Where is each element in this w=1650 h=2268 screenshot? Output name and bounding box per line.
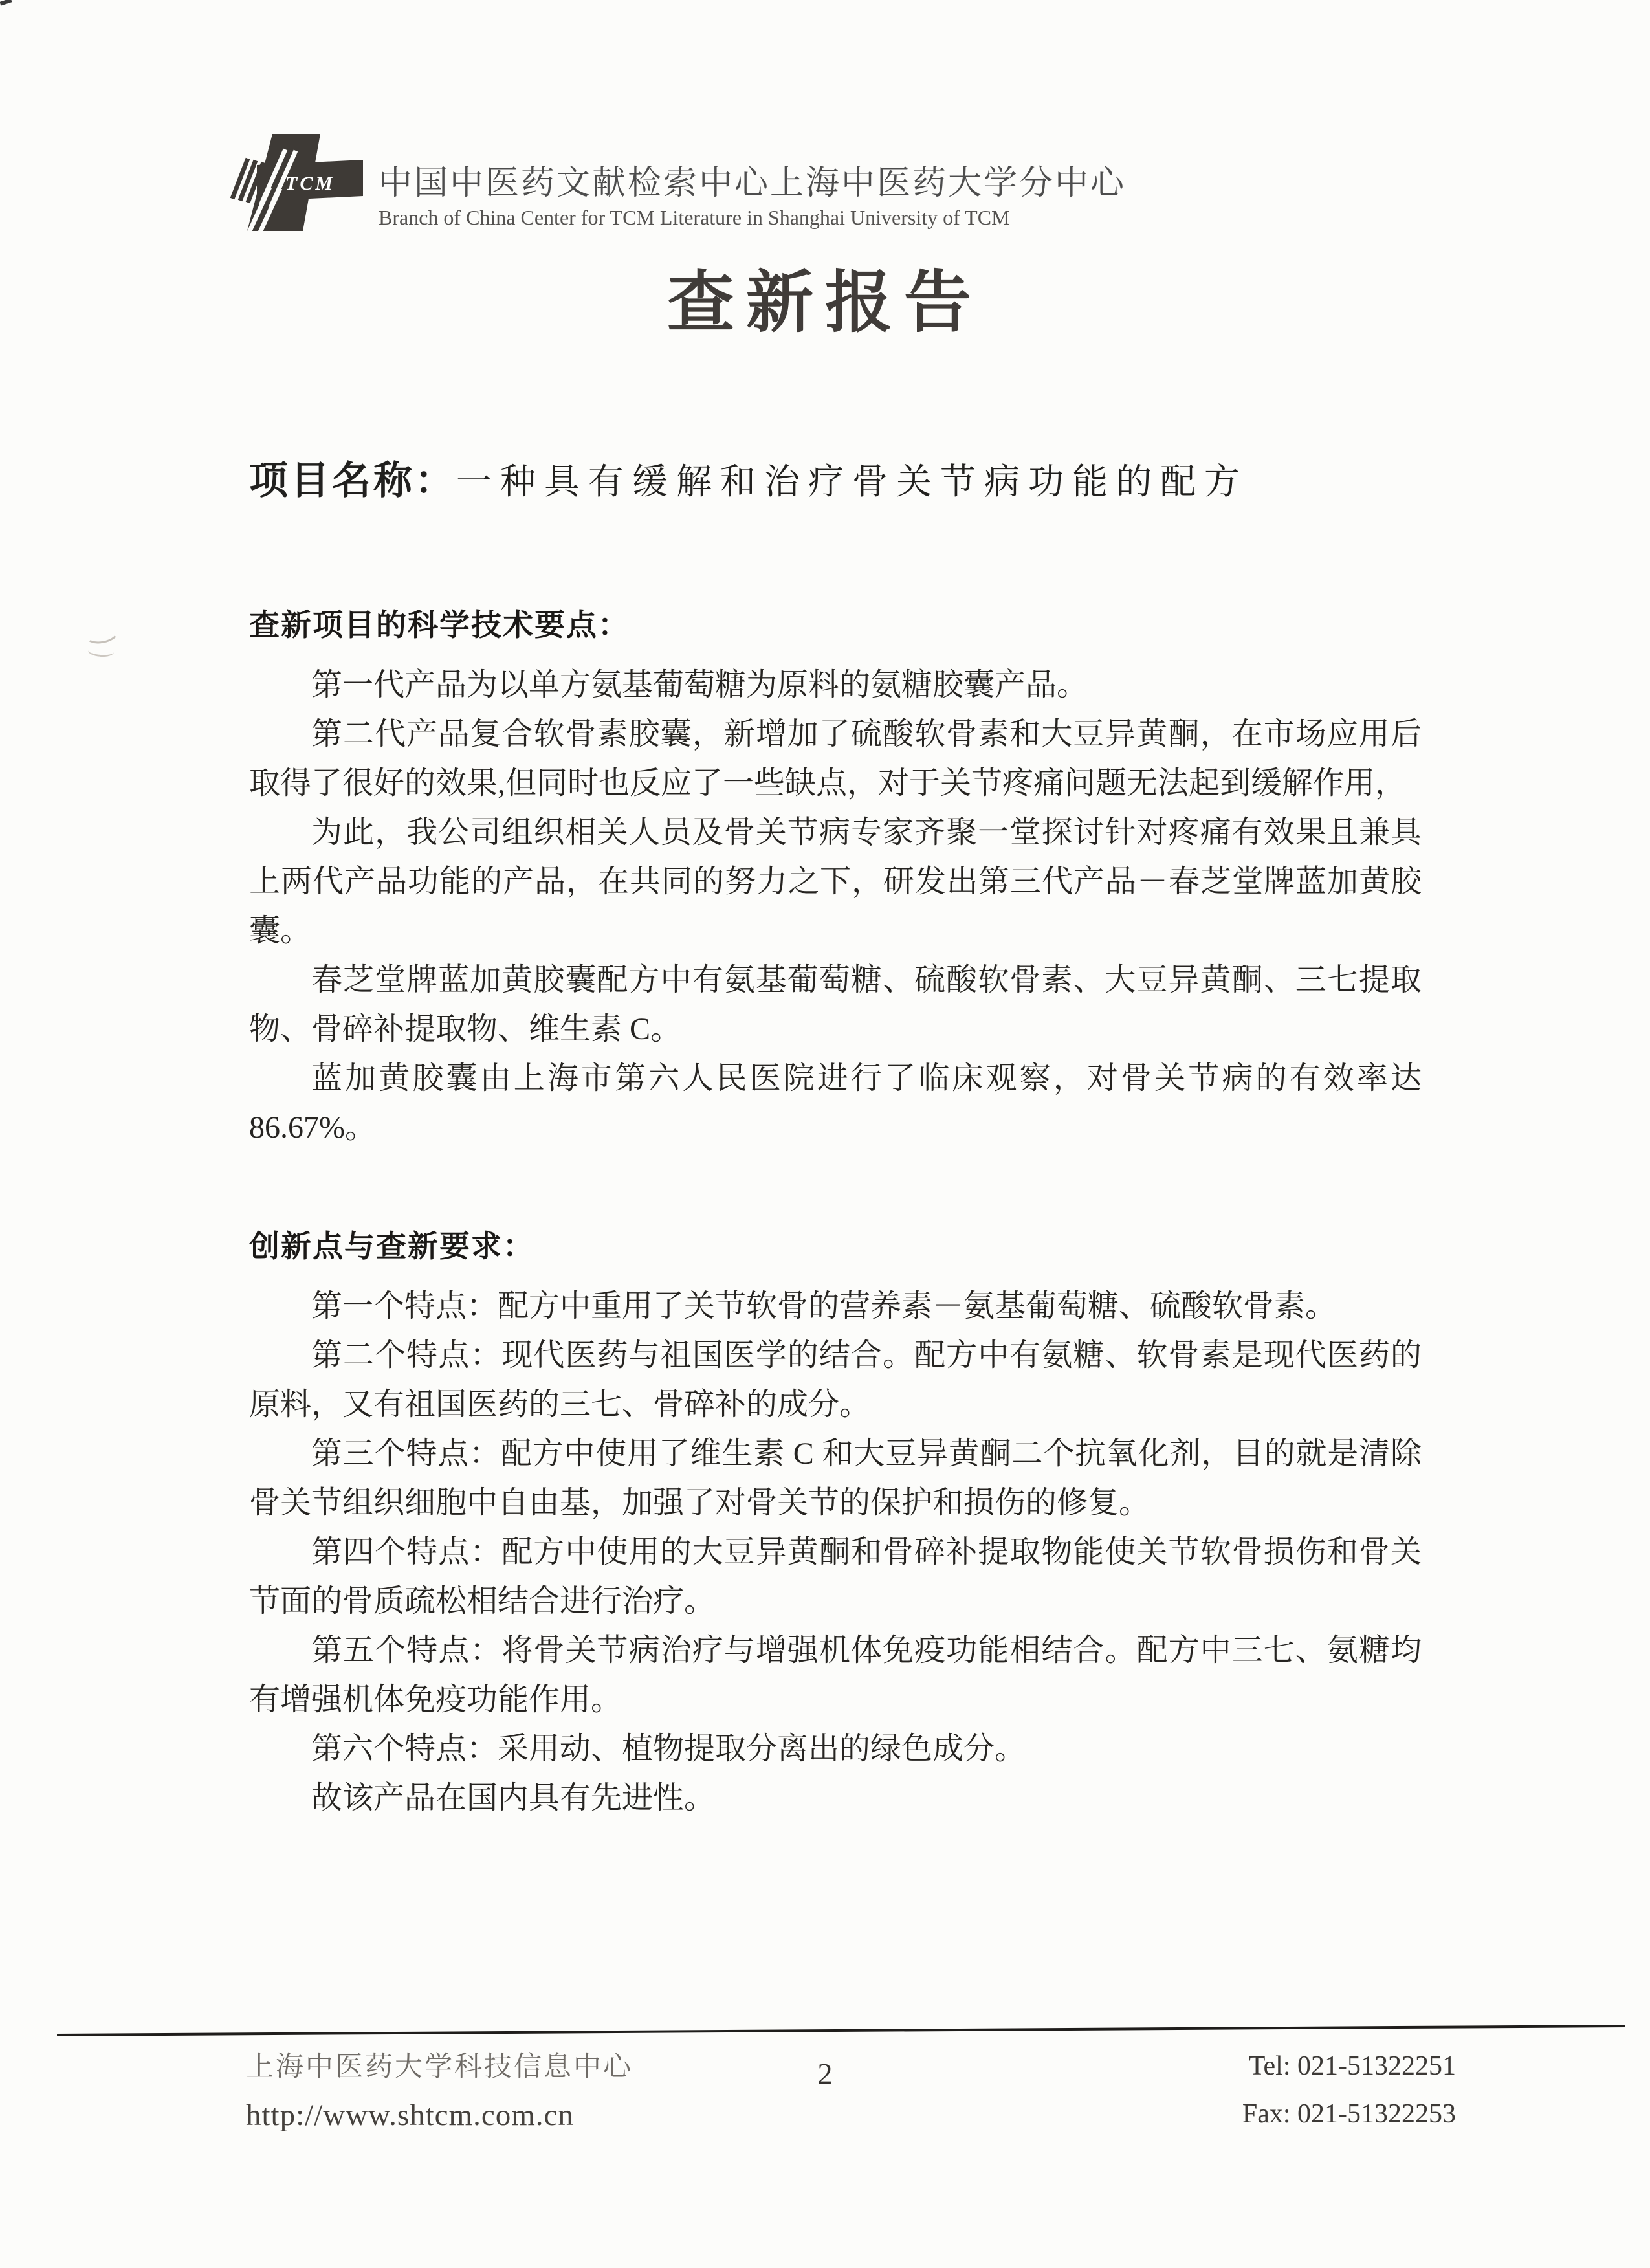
footer-org-name: 上海中医药大学科技信息中心 [246,2052,633,2082]
paragraph: 故该产品在国内具有先进性。 [311,1781,716,1815]
project-name-line [249,452,1248,520]
document-title: 查新报告 [666,266,983,340]
footer-divider [57,2025,1625,2036]
paragraph: 第二个特点：现代医药与祖国医学的结合。配方中有氨糖、软骨素是现代医药的原料，又有祖国医药的三七、骨碎补的成分。 [249,1338,1422,1422]
logo-tcm-text: TCM [285,173,336,194]
paragraph: 第一代产品为以单方氨基葡萄糖为原料的氨糖胶囊产品。 [311,668,1088,702]
paragraph: 为此，我公司组织相关人员及骨关节病专家齐聚一堂探讨针对疼痛有效果且兼具上两代产品功能的产品，在共同的努力之下，研发出第三代产品－春芝堂牌蓝加黄胶囊。 [249,815,1422,948]
section-heading-innovation-points: 创新点与查新要求： [249,1230,534,1264]
footer-website-url: http://www.shtcm.com.cn [246,2098,574,2132]
footer-fax: Fax: 021-51322253 [1242,2099,1456,2129]
scan-artifact [0,0,12,6]
page-number: 2 [817,2057,833,2090]
footer-tel: Tel: 021-51322251 [1248,2051,1456,2081]
org-name-chinese: 中国中医药文献检索中心上海中医药大学分中心 [379,165,1127,202]
project-name-value: 一种具有缓解和治疗骨关节病功能的配方 [456,462,1249,501]
paragraph: 第一个特点：配方中重用了关节软骨的营养素－氨基葡萄糖、硫酸软骨素。 [311,1289,1337,1323]
paragraph: 第三个特点：配方中使用了维生素 C 和大豆异黄酮二个抗氧化剂，目的就是清除骨关节组织细胞中自由基，加强了对骨关节的保护和损伤的修复。 [249,1437,1422,1520]
paragraph: 蓝加黄胶囊由上海市第六人民医院进行了临床观察，对骨关节病的有效率达86.67%。 [249,1061,1422,1145]
paragraph: 第二代产品复合软骨素胶囊，新增加了硫酸软骨素和大豆异黄酮，在市场应用后取得了很好的效果,但同时也反应了一些缺点，对于关节疼痛问题无法起到缓解作用， [249,717,1422,800]
project-name-label: 项目名称： [249,459,456,502]
paragraph: 第五个特点：将骨关节病治疗与增强机体免疫功能相结合。配方中三七、氨糖均有增强机体免疫功能作用。 [249,1633,1422,1717]
tcm-cross-logo-icon [223,133,372,233]
footer-contact-block [1242,2042,1456,2138]
scan-artifact [83,620,121,646]
report-body [249,601,1422,1823]
paragraph: 第四个特点：配方中使用的大豆异黄酮和骨碎补提取物能使关节软骨损伤和骨关节面的骨质疏松相结合进行治疗。 [249,1535,1422,1618]
org-name-english: Branch of China Center for TCM Literature in Shanghai University of TCM [379,206,1010,229]
scan-artifact [87,645,114,658]
paragraph: 春芝堂牌蓝加黄胶囊配方中有氨基葡萄糖、硫酸软骨素、大豆异黄酮、三七提取物、骨碎补提取物、维生素 C。 [249,963,1422,1046]
paragraph: 第六个特点：采用动、植物提取分离出的绿色成分。 [311,1732,1026,1766]
section-heading-technical-points: 查新项目的科学技术要点： [249,609,630,643]
